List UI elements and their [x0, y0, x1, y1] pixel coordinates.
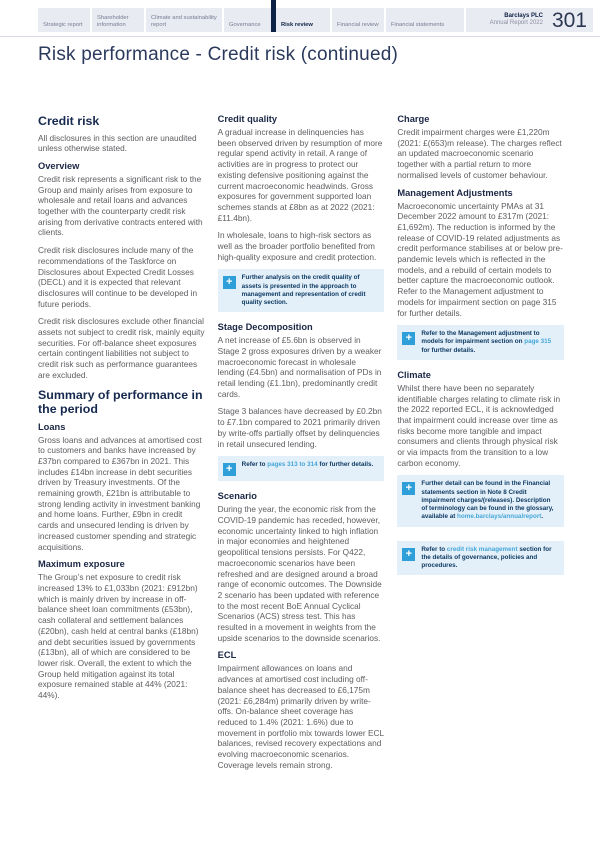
tab-label: Financial review: [337, 22, 379, 29]
paragraph: The Group’s net exposure to credit risk increased 13% to £1,033bn (2021: £912bn) which is mainly driven by increase in off-balance sheet loan commitments (£53bn), cash collateral and settlement balances (£20bn), cash held at central banks (£18bn) and debt securities issued by governments (£13bn), all of which are considered to be lower risk. Overall, the extent to which the Group held mitigation against its total exposure remained stable at 44% (2021: 44%).: [38, 572, 199, 701]
page-title: Risk performance - Credit risk (continued): [38, 44, 399, 65]
tab-governance[interactable]: [224, 8, 274, 32]
cross-reference-link[interactable]: page 315: [524, 338, 552, 346]
paragraph: Whilst there have been no separately identifiable charges relating to climate risk in the 2022 reported ECL, it is acknowledged that impairment could increase over time as risks become more tangible and impact consumers and clients through physical risk or via impacts from the transition to a low carbon economy.: [397, 382, 561, 468]
brand-subtitle: Annual Report 2022: [489, 20, 543, 26]
section-heading: ECL: [217, 650, 237, 661]
tab-financial-statements[interactable]: [386, 8, 464, 32]
paragraph: Macroeconomic uncertainty PMAs at 31 December 2022 amount to £317m (2021: £1,692m). The reduction is informed by the release of COVID-19 related adjustments as credit performance stabilises at or below pre-pandemic levels which is reflected in the models, and a rebuild of certain models to better capture the macroeconomic outlook. Refer to the Management adjustment to models for impairment section on page 315 for further details.: [397, 200, 563, 318]
paragraph: Credit impairment charges were £1,220m (2021: £(653)m release). The charges reflect an updated macroeconomic scenario together with a partial return to more normalised levels of customer behaviour.: [397, 127, 562, 180]
paragraph: During the year, the economic risk from the COVID-19 pandemic has receded, however, economic uncertainty linked to high inflation in major economies and heightened geopolitical tensions persists. For Q422, macroeconomic scenarios have been refreshed and are designed around a broad range of economic outcomes. The Downside 2 scenario has been updated with reference to the most recent BoE Annual Cyclical Scenarios (ACS) stress test. This has resulted in a movement in weights from the upside scenarios to the downside scenarios.: [217, 504, 382, 643]
plus-icon: +: [402, 482, 415, 495]
paragraph: Credit risk disclosures include many of the recommendations of the Taskforce on Disclosures about Expected Credit Losses (DECL) and it is expected that relevant disclosures will continue to be developed in future periods.: [38, 245, 198, 309]
tab-shareholder-information[interactable]: [92, 8, 144, 32]
paragraph: Credit risk disclosures exclude other financial assets not subject to credit risk, mainly equity securities. For off-balance sheet exposures certain contingent liabilities not subject to credit risk such as performance guarantees are excluded.: [38, 316, 205, 380]
header-divider: [0, 36, 600, 37]
callout-segment: for further details.: [421, 346, 476, 354]
tab-climate-and-sustainability-report[interactable]: [146, 8, 222, 32]
callout-segment: Further analysis on the credit quality of assets is presented in the approach to management and representation of credit quality section.: [241, 274, 366, 307]
info-callout: [397, 325, 564, 360]
page-number: 301: [551, 8, 587, 32]
tab-label: Strategic report: [43, 22, 83, 29]
cross-reference-link[interactable]: pages 313 to 314: [267, 461, 318, 469]
paragraph: Impairment allowances on loans and advances at amortised cost including off-balance sheet has decreased to £6,175m (2021: £6,284m) primarily driven by write-offs. On-balance sheet coverage has reduced to 1.4% (2021: 1.6%) due to movement in portfolio mix towards lower ECL balances, revised recovery expectations and evolving macroeconomic scenarios. Coverage levels remain strong.: [217, 663, 384, 770]
paragraph: All disclosures in this section are unaudited unless otherwise stated.: [38, 132, 197, 154]
brand-cell: [466, 8, 593, 32]
plus-icon: +: [402, 548, 415, 561]
plus-icon: +: [223, 463, 236, 476]
tab-label: Shareholder information: [97, 15, 129, 29]
callout-segment: section for the details of governance, policies and procedures.: [421, 545, 552, 569]
tab-financial-review[interactable]: [332, 8, 384, 32]
section-heading: Charge: [397, 114, 430, 124]
paragraph: A net increase of £5.6bn is observed in Stage 2 gross exposures driven by a weaker macroeconomic forecast in wholesale lending (£4.5bn) and normalisation of PDs in retail lending (£1.1bn), predominantly credit cards.: [217, 335, 382, 399]
brand-block: [490, 13, 543, 27]
section-heading: Credit risk: [38, 114, 100, 128]
callout-segment: for further details.: [317, 461, 374, 469]
cross-reference-link[interactable]: home.barclays/annualreport: [457, 513, 542, 521]
info-callout: [218, 456, 385, 481]
section-heading: Climate: [397, 369, 431, 380]
tab-risk-review[interactable]: [276, 8, 330, 32]
paragraph: Stage 3 balances have decreased by £0.2bn to £7.1bn compared to 2021 primarily driven by write-offs partially offset by delinquencies in retail unsecured lending.: [217, 406, 382, 449]
info-callout: [218, 269, 385, 312]
tab-label: Risk review: [281, 22, 313, 29]
callout-text: [421, 480, 558, 521]
plus-icon: +: [223, 276, 236, 289]
callout-segment: Further detail can be found in the Financial statements section in Note 8 Credit impairment charges/(releases). Description of terminology can be found in the glossary, available at: [421, 480, 554, 521]
header-tabs: [38, 8, 464, 32]
section-heading: Credit quality: [217, 114, 278, 124]
content-column: [218, 113, 385, 777]
callout-text: [242, 461, 374, 469]
callout-text: [421, 330, 558, 355]
cross-reference-link[interactable]: credit risk management: [446, 545, 518, 553]
paragraph: In wholesale, loans to high-risk sectors as well as the broader portfolio benefited from high-quality exposure and credit protection.: [217, 230, 377, 262]
plus-icon: +: [402, 332, 415, 345]
paragraph: Credit risk represents a significant risk to the Group and mainly arises from exposure to wholesale and retail loans and advances together with the counterparty credit risk arising from derivative contracts entered with clients.: [38, 173, 203, 238]
content: [38, 113, 564, 777]
section-heading: Maximum exposure: [38, 559, 125, 570]
callout-text: [242, 274, 379, 307]
section-heading: Management Adjustments: [397, 187, 513, 198]
section-heading: Loans: [38, 421, 66, 432]
info-callout: [397, 541, 564, 576]
paragraph: Gross loans and advances at amortised cost to customers and banks have increased by £37bn compared to £367bn in 2021. This includes £14bn increase in debt securities driven by Treasury investments. Of the remaining growth, £21bn is attributable to strong lending activity in investment banking and home loans. Further, £9bn in credit cards and unsecured lending is driven by increased customer spending and strategic acquisitions.: [38, 434, 202, 552]
tab-label: Financial statements: [391, 22, 445, 29]
tab-label: Climate and sustainability report: [151, 15, 217, 29]
tab-label: Governance: [229, 22, 261, 29]
content-column: [38, 113, 205, 777]
tab-strategic-report[interactable]: [38, 8, 90, 32]
section-heading: Scenario: [217, 491, 257, 502]
section-heading: Stage Decomposition: [217, 322, 313, 333]
callout-segment: .: [541, 513, 544, 521]
section-heading: Overview: [38, 160, 80, 171]
info-callout: [397, 475, 564, 526]
callout-segment: Refer to: [421, 545, 447, 553]
paragraph: A gradual increase in delinquencies has been observed driven by resumption of more regular spend activity in retail. A range of activities are in progress to protect our existing defensive positioning against the current macroeconomic headwinds. Gross exposures for government supported loan schemes stands at £8bn as at 2022 (2021: £11.4bn).: [217, 127, 383, 223]
callout-text: [421, 546, 558, 571]
brand-name: Barclays PLC: [504, 13, 543, 19]
content-column: [397, 113, 564, 777]
report-header: [0, 0, 600, 32]
callout-segment: Refer to: [241, 461, 268, 469]
section-heading: Summary of performance in the period: [38, 387, 203, 417]
callout-segment: Refer to the Management adjustment to models for impairment section on: [421, 330, 540, 346]
